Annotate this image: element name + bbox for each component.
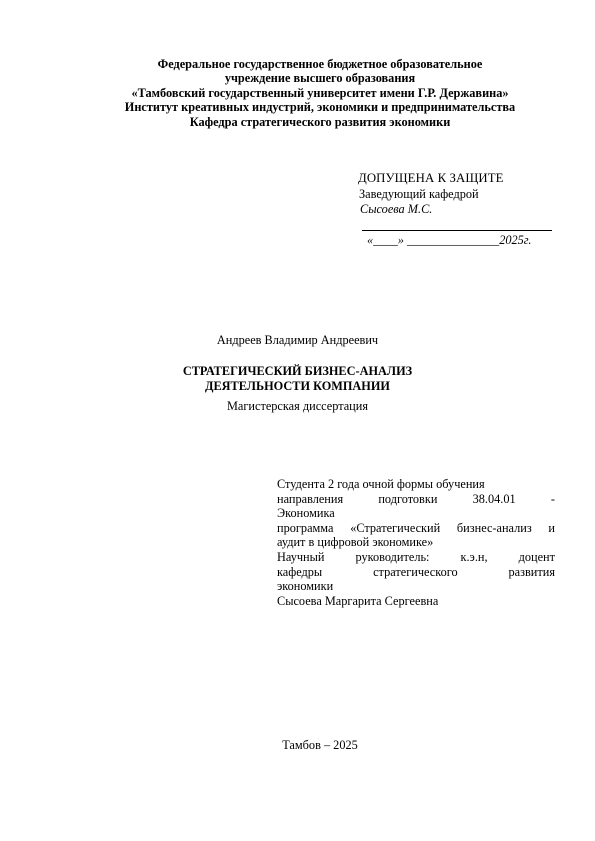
- approval-block: [358, 171, 568, 248]
- info-line-program-cont: аудит в цифровой экономике»: [277, 535, 434, 550]
- institution-header: [60, 57, 580, 129]
- header-line-university: «Тамбовский государственный университет имени Г.Р. Державина»: [131, 85, 509, 100]
- city-year: Тамбов – 2025: [282, 738, 358, 752]
- thesis-title: [0, 364, 595, 393]
- info-line-direction-name: Экономика: [277, 506, 335, 521]
- thesis-title-line-2: ДЕЯТЕЛЬНОСТИ КОМПАНИИ: [205, 378, 390, 393]
- approval-name: Сысоева М.С.: [360, 202, 433, 217]
- info-line-supervisor-dept: кафедры стратегического развития: [277, 564, 555, 579]
- author-name: Андреев Владимир Андреевич: [216, 333, 379, 347]
- info-line-student: Студента 2 года очной формы обучения: [277, 477, 485, 491]
- info-line-supervisor-name: Сысоева Маргарита Сергеевна: [277, 593, 439, 608]
- approval-date-line: «____» _______________2025г.: [367, 232, 532, 247]
- student-info-block: [277, 477, 555, 608]
- thesis-title-line-1: СТРАТЕГИЧЕСКИЙ БИЗНЕС-АНАЛИЗ: [182, 364, 413, 378]
- signature-line: [362, 218, 552, 231]
- header-line-federal: Федеральное государственное бюджетное образовательное: [157, 57, 483, 71]
- work-type: Магистерская диссертация: [226, 399, 369, 413]
- info-line-supervisor: Научный руководитель: к.э.н, доцент: [277, 549, 555, 564]
- header-line-institution-type: учреждение высшего образования: [224, 71, 416, 86]
- header-line-institute: Институт креативных индустрий, экономики и предпринимательства: [124, 100, 516, 115]
- info-line-direction: направления подготовки 38.04.01 -: [277, 491, 555, 506]
- approval-stamp: ДОПУЩЕНА К ЗАЩИТЕ: [358, 171, 504, 185]
- header-line-department: Кафедра стратегического развития экономики: [189, 114, 451, 129]
- info-line-supervisor-dept-cont: экономики: [277, 579, 334, 594]
- approval-position: Заведующий кафедрой: [359, 186, 479, 201]
- info-line-program: программа «Стратегический бизнес-анализ и: [277, 520, 555, 535]
